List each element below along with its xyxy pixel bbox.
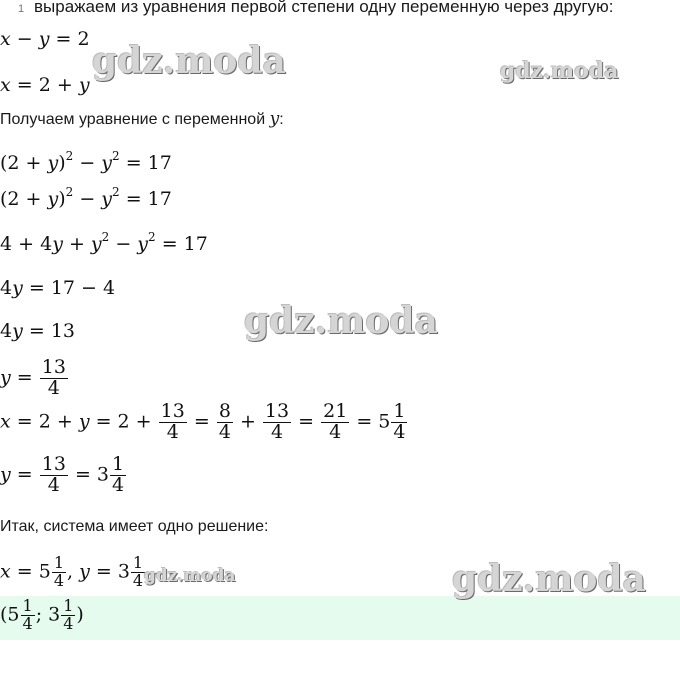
paragraph-conclusion: Итак, система имеет одно решение: bbox=[0, 518, 269, 535]
intro-text: выражаем из уравнения первой степени одну переменную через другую: bbox=[34, 0, 614, 16]
equation-3: $(2 + y)^2 - y^2 = 17$ bbox=[0, 149, 172, 174]
answer-pair: (5 $\frac{1}{4}$ ; 3 $\frac{1}{4}$ ) bbox=[0, 596, 84, 633]
watermark-logo: gdz.moda bbox=[144, 566, 236, 586]
equation-5: $4 + 4y + y^2 - y^2 = 17$ bbox=[0, 230, 208, 255]
equation-2: x = 2 + y bbox=[0, 74, 90, 96]
equation-4: $(2 + y)^2 - y^2 = 17$ bbox=[0, 185, 172, 210]
watermark-logo: gdz.moda bbox=[244, 300, 438, 342]
equation-8: y = $\frac{13}{4}$ bbox=[0, 356, 66, 399]
paragraph-variable-y: Получаем уравнение с переменной y: bbox=[0, 109, 284, 129]
watermark-logo: gdz.moda bbox=[500, 58, 619, 84]
list-marker: 1 bbox=[18, 3, 25, 15]
watermark-logo: gdz.moda bbox=[92, 40, 286, 82]
equation-9: x = 2 + y = 2 + $\frac{13}{4}$ = $\frac{8}{4}$ + $\frac{13}{4}$ = $\frac{21}{4}$ = 5 $\frac{1}{4}$ bbox=[0, 400, 406, 443]
equation-7: 4y = 13 bbox=[0, 320, 76, 342]
equation-6: 4y = 17 − 4 bbox=[0, 277, 116, 299]
answer-highlight bbox=[0, 596, 680, 640]
equation-solution: x = 5 $\frac{1}{4}$ , y = 3 $\frac{1}{4}$ bbox=[0, 553, 144, 590]
equation-10: y = $\frac{13}{4}$ = 3 $\frac{1}{4}$ bbox=[0, 453, 125, 496]
equation-1: x − y = 2 bbox=[0, 28, 90, 50]
watermark-logo: gdz.moda bbox=[452, 558, 646, 600]
